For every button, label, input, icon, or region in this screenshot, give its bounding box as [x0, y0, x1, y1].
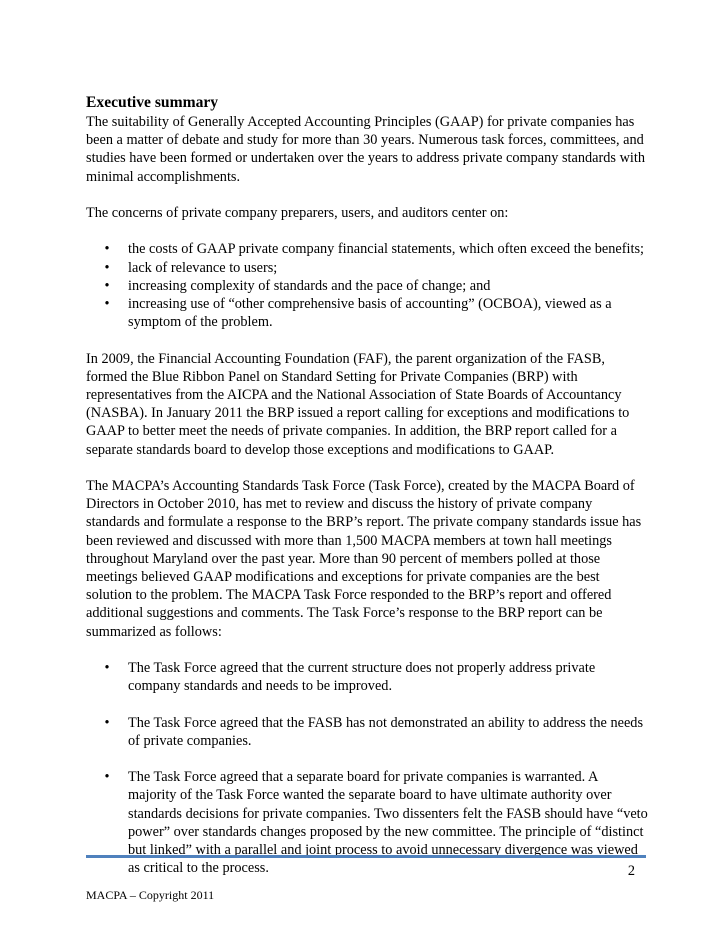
list-item-text: the costs of GAAP private company financial statements, which often exceed the benefits; — [128, 241, 644, 258]
list-item — [86, 277, 648, 295]
concerns-lead: The concerns of private company preparers, users, and auditors center on: — [86, 205, 509, 221]
page-content — [86, 93, 648, 896]
list-item — [86, 768, 648, 877]
list-item-text: The Task Force agreed that the FASB has not demonstrated an ability to address the needs of private companies. — [128, 714, 644, 749]
intro-paragraph: The suitability of Generally Accepted Accounting Principles (GAAP) for private companies has been a matter of debate and study for more than 30 years. Numerous task forces, committees, and studies have been formed or undertaken over the years to address private company standards with minimal accomplishments. — [86, 114, 645, 185]
bullet-icon: • — [104, 259, 110, 276]
section-heading: Executive summary — [86, 94, 219, 111]
bullet-icon: • — [104, 769, 110, 786]
list-item — [86, 659, 648, 695]
bullet-icon: • — [104, 241, 110, 258]
list-item — [86, 295, 648, 331]
list-item-text: lack of relevance to users; — [128, 259, 278, 276]
list-item — [86, 240, 648, 258]
list-item-text: The Task Force agreed that a separate board for private companies is warranted. A majority of the Task Force wanted the separate board to have ultimate authority over standards decisions for private companies. Two dissenters felt the FASB should have “veto power” over standards changes proposed by the new committee. The principle of “distinct but linked” with a parallel and joint process to avoid unnecessary divergence was viewed as critical to the process. — [128, 769, 648, 877]
list-item — [86, 714, 648, 750]
bullet-icon: • — [104, 714, 110, 731]
brp-paragraph: In 2009, the Financial Accounting Foundation (FAF), the parent organization of the FASB, formed the Blue Ribbon Panel on Standard Setting for Private Companies (BRP) with representatives from the AICPA and the National Association of State Boards of Accountancy (NASBA). In January 2011 the BRP issued a report calling for exceptions and modifications to GAAP to better meet the needs of private companies. In addition, the BRP report called for a separate standards board to develop those exceptions and modifications to GAAP. — [86, 350, 630, 458]
bullet-icon: • — [104, 660, 110, 677]
list-item — [86, 259, 648, 277]
footer-copyright: MACPA – Copyright 2011 — [86, 888, 215, 902]
task-force-paragraph: The MACPA’s Accounting Standards Task Force (Task Force), created by the MACPA Board of Directors in October 2010, has met to review and discuss the history of private company standards and formulate a response to the BRP’s report. The private company standards issue has been reviewed and discussed with more than 1,500 MACPA members at town hall meetings throughout Maryland over the past year. More than 90 percent of members polled at those meetings believed GAAP modifications and exceptions for private companies are the best solution to the problem. The MACPA Task Force responded to the BRP’s report and offered additional suggestions and comments. The Task Force’s response to the BRP report can be summarized as follows: — [86, 478, 642, 640]
bullet-icon: • — [104, 277, 110, 294]
list-item-text: increasing use of “other comprehensive basis of accounting” (OCBOA), viewed as a symptom of the problem. — [128, 296, 612, 331]
list-item-text: increasing complexity of standards and the pace of change; and — [128, 277, 491, 294]
bullet-icon: • — [104, 296, 110, 312]
concerns-list — [86, 240, 648, 331]
page-number: 2 — [627, 863, 635, 879]
footer-divider — [86, 855, 646, 858]
responses-list — [86, 659, 648, 877]
list-item-text: The Task Force agreed that the current structure does not properly address private company standards and needs to be improved. — [128, 660, 596, 695]
